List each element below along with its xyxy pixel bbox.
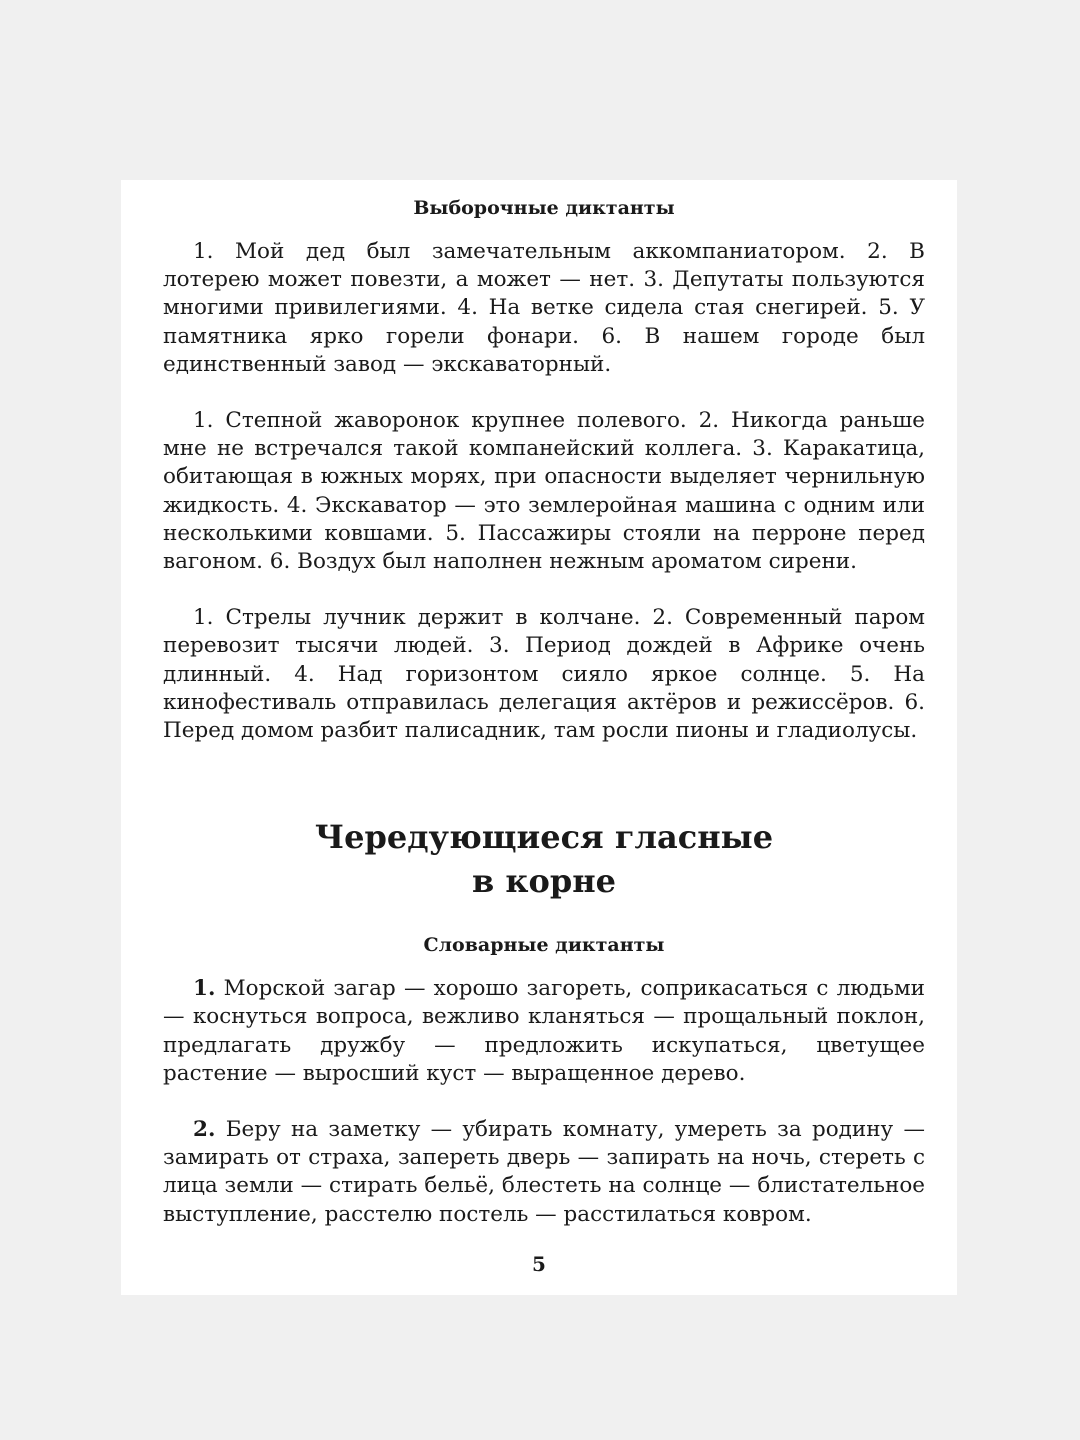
item-number: 2.: [193, 1117, 216, 1143]
item-number: 1.: [193, 976, 216, 1002]
section-heading-selective-dictations: Выборочные диктанты: [413, 197, 675, 219]
dictation-paragraph: 1. Степной жаворонок крупнее полевого. 2. Никогда раньше мне не встречался такой компанейский коллега. 3. Каракатица, обитающая в южных морях, при опасности выделяет чернильную жидкость. 4. Экскаватор — это землеройная машина с одним или несколькими ковшами. 5. Пассажиры стояли на перроне перед вагоном. 6. Воздух был наполнен нежным ароматом сирени.: [163, 408, 925, 575]
page-number: 5: [532, 1252, 546, 1276]
dictation-paragraph: 1. Стрелы лучник держит в колчане. 2. Современный паром перевозит тысячи людей. 3. Период дождей в Африке очень длинный. 4. Над горизонтом сияло яркое солнце. 5. На кинофестиваль отправилась делегация актёров и режиссёров. 6. Перед домом разбит палисадник, там росли пионы и гладиолусы.: [163, 605, 925, 744]
vocabulary-item: [163, 1116, 925, 1229]
chapter-title: [163, 815, 925, 903]
chapter-title-line-2: в корне: [472, 862, 616, 901]
dictation-paragraph: 1. Мой дед был замечательным аккомпаниатором. 2. В лотерею может повезти, а может — нет. 3. Депутаты пользуются многими привилегиями. 4. На ветке сидела стая снегирей. 5. У памятника ярко горели фонари. 6. В нашем городе был единственный завод — экскаваторный.: [163, 239, 925, 377]
page-content: [163, 180, 925, 1229]
book-page: [121, 180, 957, 1295]
item-text: Беру на заметку — убирать комнату, умереть за родину — замирать от страха, запереть дверь — запирать на ночь, стереть с лица земли — стирать бельё, блестеть на солнце — блистательное выступление, расстелю постель — расстилаться ковром.: [163, 1117, 925, 1227]
section-heading-vocabulary-dictations: Словарные диктанты: [423, 934, 665, 957]
chapter-title-line-1: Чередующиеся гласные: [314, 818, 774, 857]
item-text: Морской загар — хорошо загореть, соприкасаться с людьми — коснуться вопроса, вежливо кланяться — прощальный поклон, предлагать дружбу — предложить искупаться, цветущее растение — выросший куст — выращенное дерево.: [163, 976, 925, 1086]
vocabulary-item: [163, 975, 925, 1088]
